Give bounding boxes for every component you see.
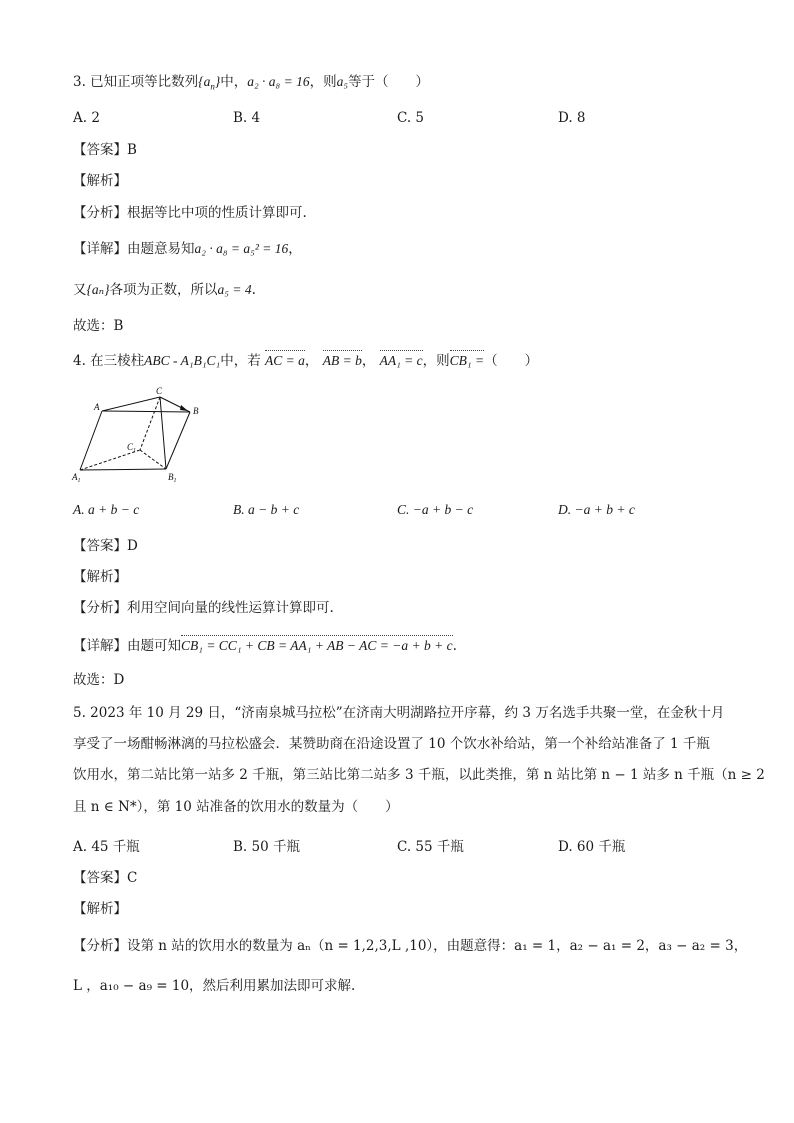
- q4-choose: 故选：D: [73, 672, 125, 688]
- q3-stem-text-d: 等于（ ）: [348, 74, 430, 90]
- q3-stem-text-b: 中，: [220, 74, 248, 90]
- q4-option-c: C. −a + b − c: [397, 502, 474, 517]
- fenxi-text: 根据等比中项的性质计算即可.: [127, 205, 307, 221]
- edge-ac: [102, 397, 160, 411]
- q3-seq-sub: n: [210, 81, 215, 92]
- answer-label: 【答案】: [73, 870, 127, 886]
- detail-label: 【详解】: [73, 241, 127, 257]
- q5-option-a: A. 45 千瓶: [73, 839, 140, 855]
- q3-stem-text: 3. 已知正项等比数列: [73, 74, 199, 90]
- fenxi-text-line-1: 设第 n 站的饮用水的数量为 aₙ（n = 1,2,3,L ,10），由题意得：a₁ = 1，a₂ − a₁ = 2，a₃ − a₂ = 3，: [127, 938, 748, 954]
- answer-label: 【答案】: [73, 142, 127, 158]
- fenxi-label: 【分析】: [73, 205, 127, 221]
- q5-stem-line-1: 5. 2023 年 10 月 29 日，“济南泉城马拉松”在济南大明湖路拉开序幕，约 3 万名选手共聚一堂，在金秋十月: [73, 705, 725, 721]
- q4-stem: 4. 在三棱柱ABC - A₁B₁C₁中，若 AC = a， AB = b， AA₁ = c，则CB₁ =（ ）: [73, 353, 539, 369]
- q4-option-b: B. a − b + c: [233, 502, 300, 517]
- q4-vector-ab: AB = b: [323, 351, 362, 371]
- label-a1: $A_1$: [72, 472, 81, 484]
- q4-stem-text-d: （ ）: [484, 353, 539, 369]
- edge-bb1: [166, 412, 190, 469]
- q5-stem-line-3: 饮用水，第二站比第一站多 2 千瓶，第三站比第二站多 3 千瓶，以此类推，第 n 站比第 n − 1 站多 n 千瓶（n ≥ 2: [73, 767, 765, 783]
- q4-prism: ABC - A₁B₁C₁: [144, 353, 221, 368]
- q4-analysis-label: 【解析】: [73, 569, 127, 585]
- detail-text-b: ，: [288, 241, 302, 257]
- detail-math: a₂ · a₈ = a₅² = 16: [194, 241, 289, 256]
- fenxi-text: 利用空间向量的线性运算计算即可.: [127, 600, 334, 616]
- label-b: B: [193, 406, 199, 416]
- answer-value: C: [127, 870, 138, 886]
- edge-aa1: [80, 411, 102, 470]
- q3-answer: [73, 140, 137, 160]
- q3-seq: {a: [198, 74, 211, 89]
- q3-seq-close: }: [214, 74, 221, 89]
- q3-detail-2: [73, 280, 256, 300]
- q5-answer: [73, 868, 137, 888]
- q3-option-a: A. 2: [73, 110, 100, 126]
- q4-answer: [73, 536, 138, 556]
- q4-option-a: A. a + b − c: [73, 502, 140, 517]
- fenxi-label: 【分析】: [73, 600, 127, 616]
- edge-c1b1: [140, 450, 166, 469]
- prism-figure: [70, 384, 210, 484]
- q4-option-d: D. −a + b + c: [558, 502, 635, 517]
- q5-fenxi: [73, 936, 747, 956]
- q4-vector-cb1: CB₁ =: [450, 351, 484, 371]
- detail-text: 由题可知: [127, 638, 181, 654]
- q3-option-c: C. 5: [397, 110, 425, 126]
- q5-stem-line-4: 且 n ∈ N*），第 10 站准备的饮用水的数量为（ ）: [73, 799, 399, 815]
- q4-vector-ac: AC = a: [265, 351, 305, 371]
- q4-detail: [73, 636, 457, 656]
- label-a: A: [94, 402, 100, 412]
- q4-fenxi: [73, 598, 334, 618]
- q3-analysis-label: 【解析】: [73, 173, 127, 189]
- q3-option-b: B. 4: [233, 110, 261, 126]
- edge-cc1: [140, 397, 160, 450]
- q3-option-d: D. 8: [558, 110, 586, 126]
- q3-stem-text-c: ，则: [309, 74, 337, 90]
- q5-option-c: C. 55 千瓶: [397, 839, 464, 855]
- fenxi-label: 【分析】: [73, 938, 127, 954]
- detail2-text: 又: [73, 282, 87, 298]
- edge-cb1: [160, 397, 166, 469]
- q5-fenxi-line-2: L ，a₁₀ − a₉ = 10，然后利用累加法即可求解.: [73, 978, 356, 994]
- q3-fenxi: [73, 203, 307, 223]
- q3-detail: [73, 239, 302, 259]
- q3-condition: a₂ · a₈ = 16: [247, 74, 310, 89]
- arrow-icon: [180, 405, 188, 411]
- answer-value: B: [127, 142, 137, 158]
- q3-choose: 故选：B: [73, 318, 124, 334]
- detail2-text-c: .: [251, 282, 256, 298]
- detail-label: 【详解】: [73, 638, 127, 654]
- label-c: C: [156, 386, 163, 396]
- label-b1: $B_1$: [168, 472, 177, 484]
- q5-option-d: D. 60 千瓶: [558, 839, 626, 855]
- detail2-math: a₅ = 4: [217, 282, 252, 297]
- answer-value: D: [127, 538, 138, 554]
- q5-stem-line-2: 享受了一场酣畅淋漓的马拉松盛会．某赞助商在沿途设置了 10 个饮水补给站，第一个补给站准备了 1 千瓶: [73, 736, 710, 752]
- q5-analysis-label: 【解析】: [73, 901, 127, 917]
- detail2-seq: {aₙ}: [86, 282, 110, 297]
- edge-ab: [102, 411, 190, 412]
- answer-label: 【答案】: [73, 538, 127, 554]
- detail-text-b: .: [452, 638, 457, 654]
- q5-option-b: B. 50 千瓶: [233, 839, 300, 855]
- q4-stem-text-c: ，则: [422, 353, 450, 369]
- q4-stem-text-b: 中，若: [220, 353, 261, 369]
- q4-stem-text: 4. 在三棱柱: [73, 353, 145, 369]
- q4-vector-aa1: AA₁ = c: [380, 351, 423, 371]
- detail-math: CB₁ = CC₁ + CB = AA₁ + AB − AC = −a + b + c: [181, 636, 453, 656]
- q3-stem: [73, 72, 429, 97]
- edge-a1b1: [80, 469, 166, 470]
- q3-target: a₅: [336, 74, 349, 89]
- detail2-text-b: 各项为正数，所以: [109, 282, 218, 298]
- label-c1: $C_1$: [127, 442, 137, 454]
- edge-a1c1: [80, 450, 140, 470]
- detail-text: 由题意易知: [127, 241, 195, 257]
